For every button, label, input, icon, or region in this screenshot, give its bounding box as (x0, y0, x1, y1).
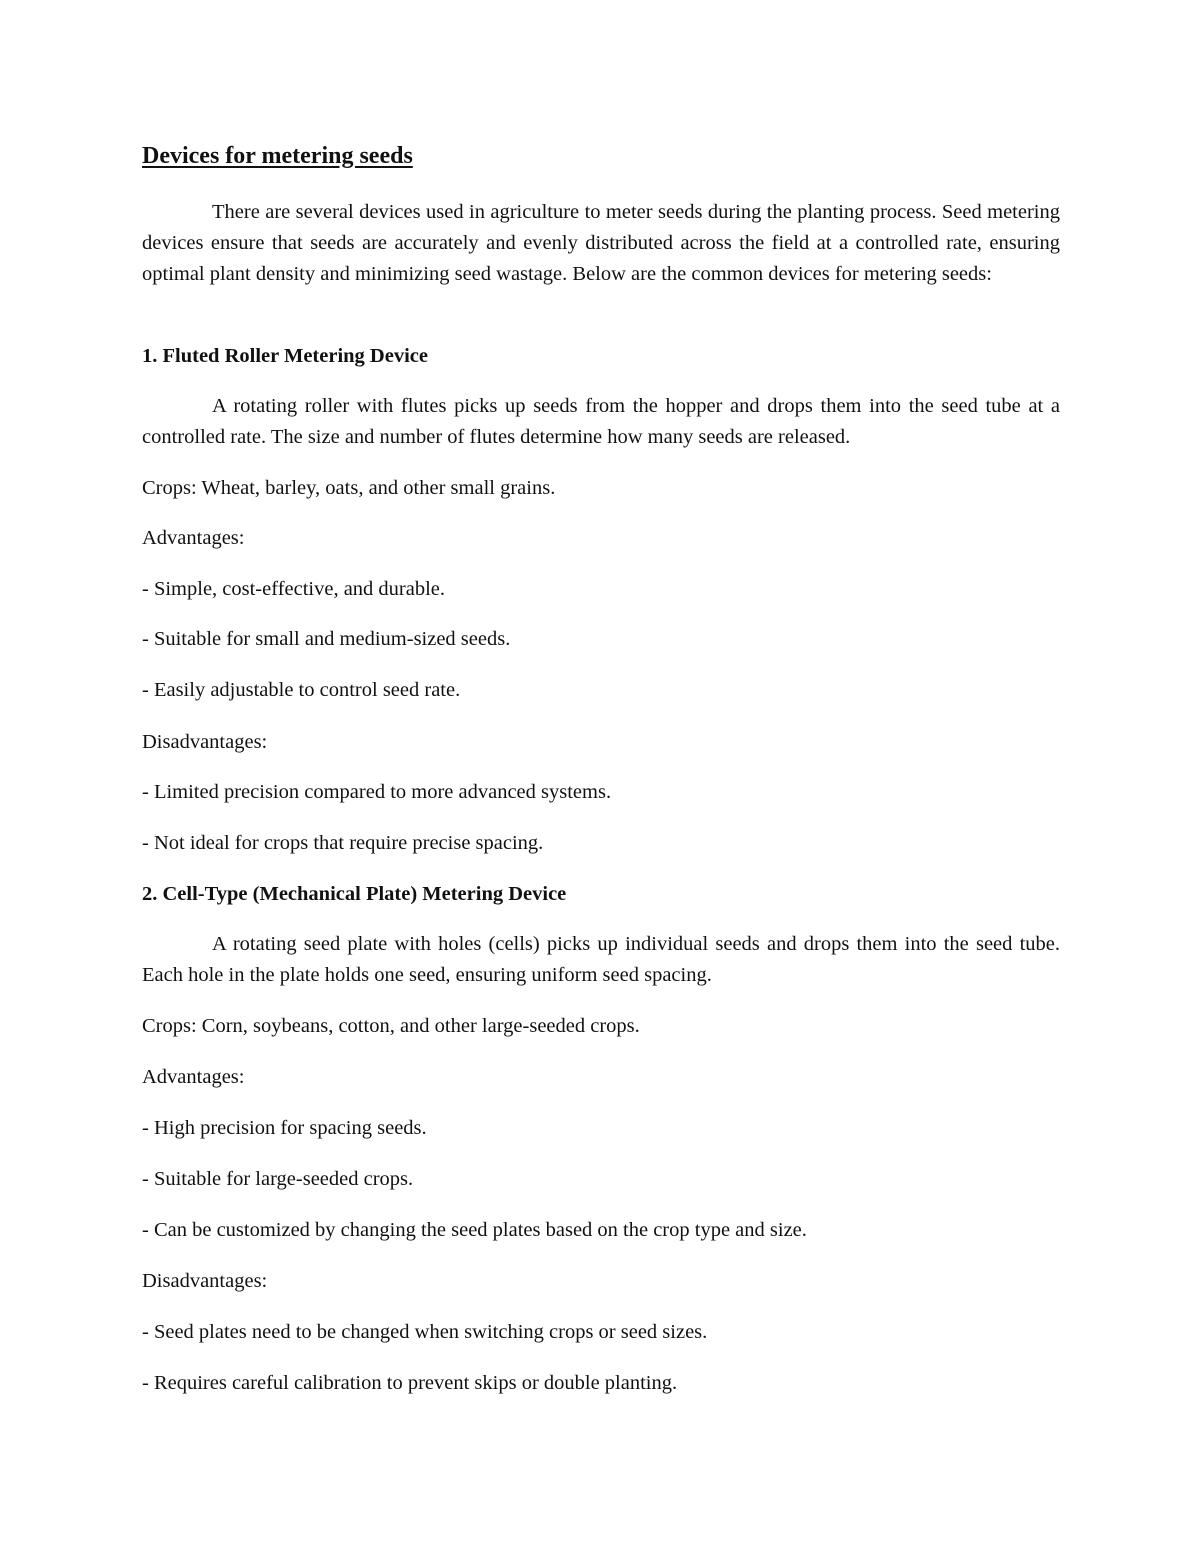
section-1-advantage-item: - Easily adjustable to control seed rate. (142, 679, 461, 701)
section-2-crops: Crops: Corn, soybeans, cotton, and other large-seeded crops. (142, 1015, 640, 1037)
section-2-heading: 2. Cell-Type (Mechanical Plate) Metering Device (142, 883, 567, 905)
section-2-disadvantage-item: - Requires careful calibration to prevent skips or double planting. (142, 1372, 678, 1394)
section-1-disadvantage-item: - Not ideal for crops that require precise spacing. (142, 832, 544, 854)
section-2-advantage-item: - Suitable for large-seeded crops. (142, 1168, 414, 1190)
section-1-advantage-item: - Suitable for small and medium-sized seeds. (142, 628, 511, 650)
section-1-disadvantages-label: Disadvantages: (142, 731, 268, 753)
section-1-advantages-label: Advantages: (142, 527, 245, 549)
section-2-description: A rotating seed plate with holes (cells) picks up individual seeds and drops them into the seed tube. Each hole in the plate holds one seed, ensuring uniform seed spacing. (142, 933, 1060, 986)
section-2-disadvantages-label: Disadvantages: (142, 1270, 268, 1292)
section-1-heading: 1. Fluted Roller Metering Device (142, 345, 428, 367)
section-1-crops: Crops: Wheat, barley, oats, and other small grains. (142, 477, 556, 499)
section-1-advantage-item: - Simple, cost-effective, and durable. (142, 578, 446, 600)
section-1-description: A rotating roller with flutes picks up seeds from the hopper and drops them into the seed tube at a controlled rate. The size and number of flutes determine how many seeds are released. (142, 395, 1060, 448)
section-2-advantage-item: - Can be customized by changing the seed plates based on the crop type and size. (142, 1219, 807, 1241)
section-2-advantage-item: - High precision for spacing seeds. (142, 1117, 427, 1139)
section-1-disadvantage-item: - Limited precision compared to more advanced systems. (142, 781, 612, 803)
section-2-disadvantage-item: - Seed plates need to be changed when switching crops or seed sizes. (142, 1321, 708, 1343)
intro-paragraph: There are several devices used in agriculture to meter seeds during the planting process. Seed metering devices ensure that seeds are accurately and evenly distributed across the field at a controlled rate, ensuring optimal plant density and minimizing seed wastage. Below are the common devices for metering seeds: (142, 201, 1060, 285)
section-2-advantages-label: Advantages: (142, 1066, 245, 1088)
document-title: Devices for metering seeds (142, 143, 413, 169)
